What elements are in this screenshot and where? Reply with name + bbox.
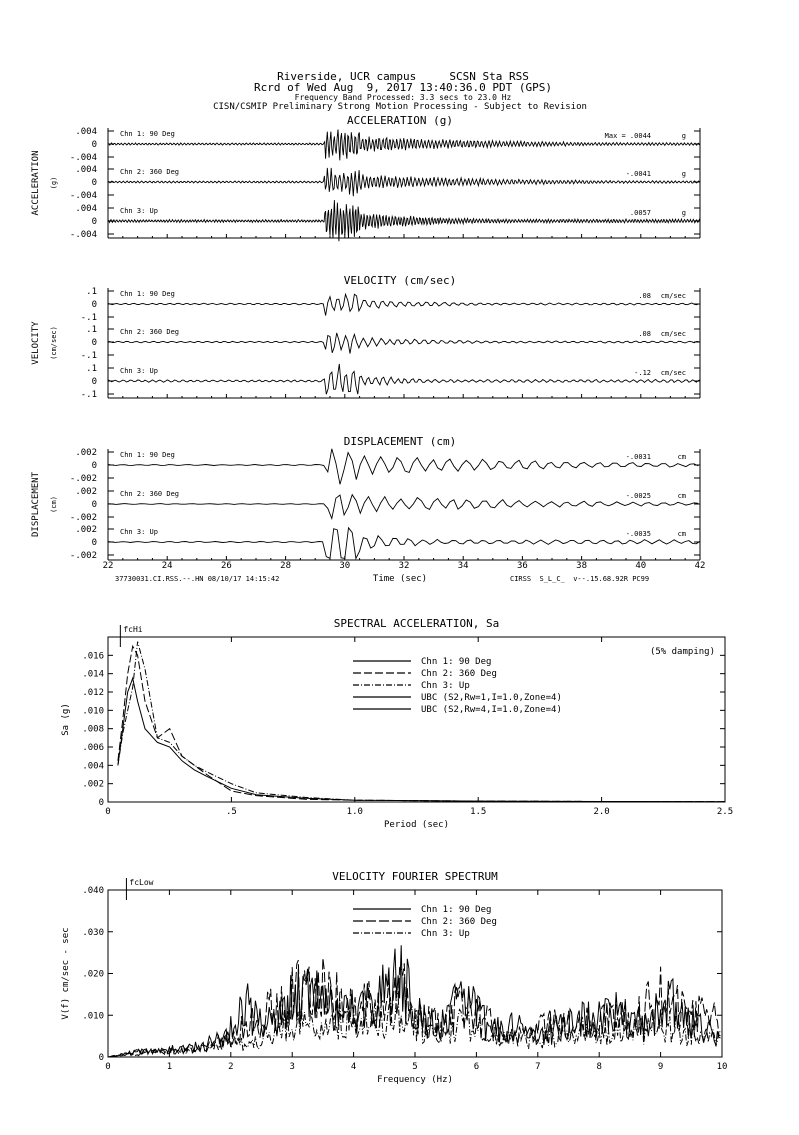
- report-header: [213, 70, 587, 112]
- x-tick-label: 4: [350, 1062, 357, 1072]
- y-tick-label: -.002: [69, 513, 97, 523]
- waveform-trace: [108, 528, 700, 559]
- x-tick-label: 10: [716, 1062, 728, 1072]
- legend-label: UBC (S2,Rw=1,I=1.0,Zone=4): [421, 693, 562, 703]
- channel-max-value: -.0041: [625, 170, 651, 178]
- channel-max-value: -.0025: [625, 492, 651, 500]
- x-tick-label: 34: [457, 561, 469, 571]
- time-history-panels: [31, 114, 705, 571]
- y-tick-label: .014: [82, 669, 104, 680]
- y-tick-label: .002: [75, 525, 97, 535]
- x-tick-label: 1: [166, 1062, 173, 1072]
- x-tick-label: 3: [289, 1062, 295, 1072]
- legend-label: Chn 2: 360 Deg: [421, 917, 497, 927]
- damping-note: (5% damping): [649, 647, 715, 657]
- panel-displacement: [31, 435, 705, 571]
- y-tick-label: 0: [91, 500, 97, 510]
- y-tick-label: 0: [98, 1053, 104, 1063]
- header-processing: CISN/CSMIP Preliminary Strong Motion Processing - Subject to Revision: [213, 102, 587, 112]
- panel-title: DISPLACEMENT (cm): [343, 435, 457, 448]
- x-tick-label: 6: [473, 1062, 480, 1072]
- waveform-trace: [108, 168, 700, 196]
- channel-label: Chn 3: Up: [120, 367, 158, 375]
- channel-label: Chn 1: 90 Deg: [120, 130, 175, 138]
- channel-max-value: .08: [638, 330, 651, 338]
- header-record: Rcrd of Wed Aug 9, 2017 13:40:36.0 PDT (GPS): [253, 81, 553, 94]
- y-tick-label: -.1: [80, 390, 97, 400]
- y-axis-unit: (cm): [50, 496, 58, 513]
- header-band: Frequency Band Processed: 3.3 secs to 23.0 Hz: [294, 93, 512, 102]
- y-tick-label: .004: [75, 127, 97, 137]
- y-tick-label: .004: [75, 165, 97, 175]
- time-footer: [115, 574, 649, 584]
- x-tick-label: 1.0: [346, 807, 363, 817]
- y-tick-label: .012: [82, 688, 104, 698]
- x-tick-label: 40: [635, 561, 647, 571]
- panel-velocity: [31, 274, 700, 400]
- x-tick-label: 28: [280, 561, 292, 571]
- y-tick-label: 0: [91, 140, 97, 150]
- legend-label: Chn 1: 90 Deg: [421, 657, 492, 667]
- x-tick-label: 1.5: [470, 807, 487, 817]
- channel-max-unit: cm/sec: [660, 369, 686, 377]
- y-tick-label: -.1: [80, 351, 97, 361]
- plot-frame: [108, 637, 725, 802]
- chart-title: VELOCITY FOURIER SPECTRUM: [332, 870, 498, 883]
- channel-max-unit: g: [681, 209, 686, 217]
- y-tick-label: .002: [75, 487, 97, 497]
- y-tick-label: .1: [86, 287, 97, 297]
- x-tick-label: 2.5: [716, 807, 734, 817]
- x-tick-label: 30: [339, 561, 351, 571]
- series-line: [108, 993, 721, 1057]
- channel-max-unit: g: [681, 170, 686, 178]
- chart-title: SPECTRAL ACCELERATION, Sa: [333, 617, 500, 630]
- waveform-trace: [108, 333, 699, 354]
- channel-label: Chn 1: 90 Deg: [120, 451, 175, 459]
- y-axis-label: DISPLACEMENT: [31, 471, 41, 538]
- channel-max-unit: cm: [677, 530, 686, 538]
- y-tick-label: -.004: [69, 153, 97, 163]
- waveform-trace: [108, 364, 700, 394]
- y-axis-label: Sa (g): [61, 703, 71, 736]
- x-axis-label: Period (sec): [383, 820, 450, 830]
- channel-label: Chn 2: 360 Deg: [120, 490, 180, 498]
- legend-label: UBC (S2,Rw=4,I=1.0,Zone=4): [421, 705, 562, 715]
- x-tick-label: 38: [576, 561, 588, 571]
- x-tick-label: 22: [102, 561, 114, 571]
- y-tick-label: .008: [82, 724, 104, 735]
- y-tick-label: -.1: [80, 313, 97, 323]
- y-tick-label: .016: [82, 651, 104, 662]
- panel-acceleration: [31, 114, 700, 241]
- channel-max-unit: cm: [677, 453, 686, 461]
- x-tick-label: 42: [694, 561, 706, 571]
- x-tick-label: 2.0: [593, 807, 610, 817]
- y-axis-label: VELOCITY: [31, 321, 41, 365]
- legend-label: Chn 1: 90 Deg: [421, 905, 492, 915]
- y-tick-label: .030: [82, 927, 104, 938]
- record-id: 37730031.CI.RSS.--.HN 08/10/17 14:15:42: [115, 575, 280, 583]
- y-axis-unit: (g): [50, 176, 58, 190]
- channel-max-unit: cm/sec: [660, 292, 686, 300]
- y-tick-label: 0: [91, 538, 97, 548]
- y-tick-label: .040: [82, 886, 104, 896]
- channel-max-value: .08: [638, 292, 651, 300]
- y-tick-label: .004: [75, 204, 97, 214]
- channel-max-value: Max = .0044: [604, 132, 651, 140]
- channel-label: Chn 3: Up: [120, 528, 158, 536]
- y-tick-label: 0: [91, 461, 97, 471]
- panel-title: ACCELERATION (g): [347, 114, 453, 127]
- x-tick-label: .5: [225, 807, 237, 817]
- y-axis-unit: (cm/sec): [50, 326, 58, 360]
- x-tick-label: 9: [657, 1062, 664, 1072]
- channel-max-value: -.12: [634, 369, 651, 377]
- channel-max-unit: cm/sec: [660, 330, 686, 338]
- time-axis-label: Time (sec): [372, 574, 428, 584]
- y-tick-label: -.002: [69, 474, 97, 484]
- x-tick-label: 5: [412, 1062, 418, 1072]
- y-tick-label: -.004: [69, 230, 97, 240]
- y-tick-label: .010: [82, 1011, 104, 1022]
- x-tick-label: 26: [220, 561, 232, 571]
- x-tick-label: 0: [105, 807, 111, 817]
- x-tick-label: 7: [535, 1062, 541, 1072]
- x-tick-label: 32: [398, 561, 410, 571]
- channel-max-unit: cm: [677, 492, 686, 500]
- panel-title: VELOCITY (cm/sec): [343, 274, 457, 287]
- y-tick-label: 0: [91, 377, 97, 387]
- y-tick-label: 0: [91, 300, 97, 310]
- y-tick-label: 0: [91, 217, 97, 227]
- y-tick-label: .010: [82, 706, 104, 717]
- y-tick-label: .006: [82, 743, 104, 753]
- y-tick-label: -.004: [69, 191, 97, 201]
- x-tick-label: 24: [161, 561, 173, 571]
- legend-label: Chn 3: Up: [421, 929, 470, 939]
- y-axis-label: ACCELERATION: [31, 150, 41, 216]
- header-station: Riverside, UCR campus SCSN Sta RSS: [277, 70, 529, 83]
- y-axis-label: V(f) cm/sec - sec: [61, 927, 71, 1020]
- processing-id: CIRSS S_L_C_ v--.15.68.92R PC99: [510, 575, 650, 583]
- legend-label: Chn 3: Up: [421, 681, 470, 691]
- channel-max-value: .0057: [629, 209, 651, 217]
- channel-label: Chn 2: 360 Deg: [120, 328, 180, 336]
- x-tick-label: 0: [105, 1062, 111, 1072]
- waveform-trace: [108, 294, 699, 315]
- series-line: [108, 958, 721, 1057]
- cutoff-marker-label: fcHi: [123, 625, 143, 634]
- y-tick-label: 0: [98, 798, 104, 808]
- fourier-spectrum-chart: [61, 870, 727, 1085]
- waveform-trace: [108, 495, 698, 519]
- channel-max-value: -.0035: [625, 530, 651, 538]
- channel-max-unit: g: [681, 132, 686, 140]
- y-tick-label: .002: [75, 448, 97, 458]
- y-tick-label: 0: [91, 178, 97, 188]
- y-tick-label: .020: [82, 969, 104, 980]
- y-tick-label: .004: [82, 761, 104, 772]
- waveform-trace: [108, 449, 698, 485]
- y-tick-label: .002: [82, 779, 104, 790]
- x-tick-label: 8: [596, 1062, 602, 1072]
- x-tick-label: 2: [228, 1062, 234, 1072]
- channel-max-value: -.0031: [625, 453, 651, 461]
- y-tick-label: .1: [86, 325, 97, 335]
- channel-label: Chn 2: 360 Deg: [120, 168, 180, 176]
- x-tick-label: 36: [516, 561, 528, 571]
- x-axis-label: Frequency (Hz): [377, 1075, 453, 1085]
- series-line: [108, 945, 721, 1057]
- channel-label: Chn 3: Up: [120, 207, 158, 215]
- y-tick-label: -.002: [69, 551, 97, 561]
- legend-label: Chn 2: 360 Deg: [421, 669, 497, 679]
- spectral-acceleration-chart: [61, 617, 733, 830]
- cutoff-marker-label: fcLow: [129, 878, 154, 887]
- y-tick-label: 0: [91, 338, 97, 348]
- channel-label: Chn 1: 90 Deg: [120, 290, 175, 298]
- y-tick-label: .1: [86, 364, 97, 374]
